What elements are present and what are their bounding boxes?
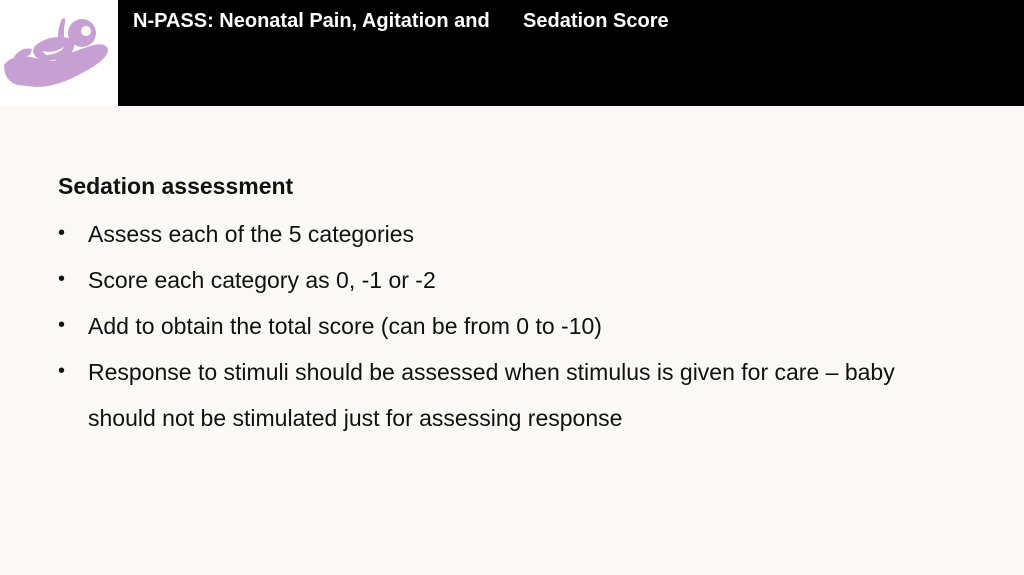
bullet-list <box>58 211 958 441</box>
list-item <box>58 303 958 349</box>
bullet-icon: • <box>58 268 66 290</box>
content-area <box>58 169 958 441</box>
bullet-icon: • <box>58 314 66 336</box>
bullet-icon: • <box>58 360 66 382</box>
baby-in-hand-icon <box>2 15 114 89</box>
bullet-text: Add to obtain the total score (can be from 0 to -10) <box>88 313 602 339</box>
bullet-text: Response to stimuli should be assessed when stimulus is given for care – baby should not be stimulated just for assessing response <box>88 359 895 431</box>
list-item <box>58 257 958 303</box>
bullet-text: Assess each of the 5 categories <box>88 221 415 247</box>
header-bar <box>118 0 1024 106</box>
bullet-text: Score each category as 0, -1 or -2 <box>88 267 436 293</box>
logo <box>0 0 118 106</box>
page-title: N-PASS: Neonatal Pain, Agitation and Sedation Score <box>133 10 669 32</box>
list-item <box>58 349 958 441</box>
bullet-icon: • <box>58 222 66 244</box>
list-item <box>58 211 958 257</box>
section-heading: Sedation assessment <box>58 173 294 199</box>
